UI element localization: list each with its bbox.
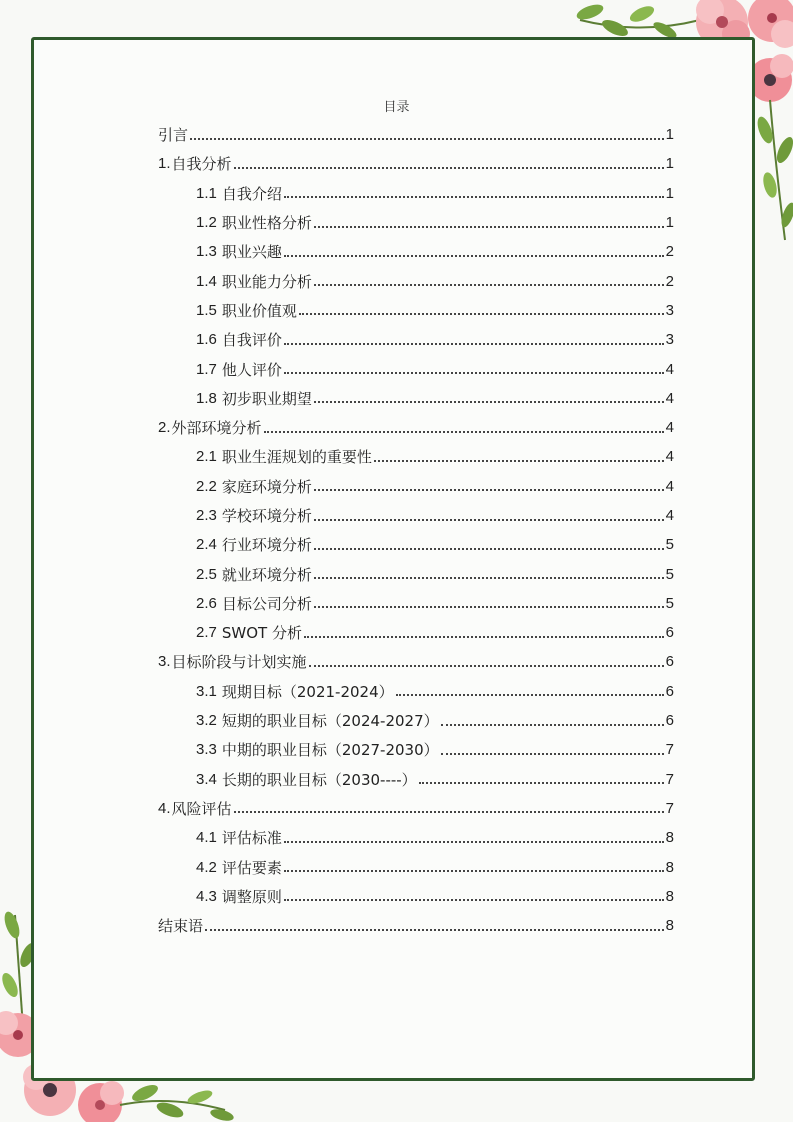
toc-entry-number: 4.1 — [196, 829, 217, 847]
toc-entry-title: 结束语 — [158, 917, 204, 936]
toc-entry[interactable] — [158, 735, 674, 764]
dot-leader — [234, 811, 664, 813]
toc-entry-number: 1.6 — [196, 331, 217, 349]
toc-entry-number: 2.3 — [196, 507, 217, 524]
toc-entry-number: 2. — [158, 419, 171, 437]
toc-entry[interactable] — [158, 618, 674, 647]
toc-entry-title: 现期目标（2021-2024） — [221, 682, 394, 701]
dot-leader — [284, 870, 664, 872]
toc-entry-page-number: 4 — [665, 507, 674, 524]
toc-entry-title: 风险评估 — [171, 799, 232, 818]
toc-entry[interactable] — [158, 559, 674, 588]
toc-entry-page-number: 1 — [665, 214, 674, 232]
toc-entry-title: 初步职业期望 — [221, 389, 312, 408]
toc-entry-page-number: 8 — [665, 858, 674, 876]
toc-entry-title: 职业兴趣 — [221, 243, 282, 262]
toc-entry-page-number: 4 — [665, 360, 674, 378]
toc-entry-title: 家庭环境分析 — [221, 477, 312, 496]
toc-entry[interactable] — [158, 354, 674, 383]
toc-entry-number: 2.6 — [196, 594, 217, 612]
toc-entry-page-number: 6 — [665, 682, 674, 700]
toc-entry[interactable] — [158, 882, 674, 911]
toc-entry[interactable] — [158, 589, 674, 618]
dot-leader — [264, 431, 664, 433]
toc-entry-number: 1.7 — [196, 360, 217, 378]
toc-entry-page-number: 5 — [665, 565, 674, 583]
dot-leader — [314, 548, 664, 550]
dot-leader — [284, 343, 664, 345]
toc-entry-number: 4.3 — [196, 887, 217, 905]
toc-entry-number: 3.3 — [196, 741, 217, 759]
toc-entry-page-number: 1 — [665, 155, 674, 173]
toc-entry-title: 长期的职业目标（2030----） — [221, 770, 417, 789]
toc-entry[interactable] — [158, 120, 674, 149]
dot-leader — [314, 284, 664, 286]
toc-entry-title: 他人评价 — [221, 360, 282, 379]
dot-leader — [299, 313, 664, 315]
toc-entry-title: 目标公司分析 — [221, 594, 312, 613]
toc-entry-page-number: 7 — [665, 799, 674, 817]
toc-entry-title: 自我分析 — [171, 155, 232, 174]
dot-leader — [374, 460, 664, 462]
toc-entry-page-number: 6 — [665, 653, 674, 671]
dot-leader — [284, 899, 664, 901]
toc-entry-page-number: 6 — [665, 624, 674, 642]
toc-entry[interactable] — [158, 765, 674, 794]
toc-entry-page-number: 4 — [665, 389, 674, 407]
dot-leader — [234, 167, 664, 169]
toc-entry-page-number: 3 — [665, 331, 674, 349]
toc-entry-title: 外部环境分析 — [171, 419, 262, 438]
dot-leader — [284, 372, 664, 374]
toc-entry[interactable] — [158, 501, 674, 530]
dot-leader — [284, 841, 664, 843]
toc-entry[interactable] — [158, 296, 674, 325]
toc-entry-title: 职业能力分析 — [221, 272, 312, 291]
toc-entry[interactable] — [158, 911, 674, 940]
toc-entry[interactable] — [158, 208, 674, 237]
toc-entry-page-number: 1 — [665, 126, 674, 144]
toc-entry-page-number: 1 — [665, 184, 674, 202]
toc-entry-page-number: 8 — [665, 887, 674, 905]
toc-entry-number: 1.5 — [196, 301, 217, 319]
toc-entry-title: 自我评价 — [221, 331, 282, 350]
toc-entry-title: 职业价值观 — [221, 301, 297, 320]
dot-leader — [284, 255, 664, 257]
toc-entry-page-number: 3 — [665, 301, 674, 319]
toc-entry[interactable] — [158, 442, 674, 471]
toc-entry-number: 2.7 — [196, 624, 217, 642]
toc-entry[interactable] — [158, 384, 674, 413]
toc-entry-number: 1. — [158, 155, 171, 173]
toc-entry[interactable] — [158, 413, 674, 442]
toc-entry-title: 自我介绍 — [221, 184, 282, 203]
dot-leader — [309, 665, 664, 667]
toc-entry-number: 1.4 — [196, 272, 217, 290]
toc-entry-number: 2.4 — [196, 536, 217, 554]
toc-entry-title: 评估标准 — [221, 829, 282, 848]
toc-entry[interactable] — [158, 677, 674, 706]
toc-entry-title: 评估要素 — [221, 858, 282, 877]
toc-entry-title: 调整原则 — [221, 887, 282, 906]
toc-entry[interactable] — [158, 325, 674, 354]
toc-entry-number: 3.1 — [196, 682, 217, 700]
toc-entry-title: SWOT 分析 — [221, 624, 302, 643]
toc-entry-number: 4. — [158, 799, 171, 817]
dot-leader — [314, 519, 664, 521]
toc-entry-page-number: 8 — [665, 829, 674, 847]
toc-entry-number: 1.1 — [196, 184, 217, 202]
toc-entry-title: 短期的职业目标（2024-2027） — [221, 712, 439, 731]
toc-entry-page-number: 5 — [665, 536, 674, 554]
toc-title: 目录 — [383, 100, 410, 115]
toc-entry-title: 职业生涯规划的重要性 — [221, 448, 372, 467]
toc-entry-number: 2.1 — [196, 448, 217, 466]
dot-leader — [314, 226, 664, 228]
dot-leader — [314, 606, 664, 608]
toc-entry-page-number: 2 — [665, 243, 674, 261]
toc-entry-title: 目标阶段与计划实施 — [171, 653, 307, 672]
toc-entry-title: 引言 — [158, 126, 189, 145]
dot-leader — [205, 929, 664, 931]
dot-leader — [304, 636, 664, 638]
toc-entry[interactable] — [158, 647, 674, 676]
toc-entry-number: 3. — [158, 653, 171, 671]
toc-entry-number: 1.3 — [196, 243, 217, 261]
toc-entry[interactable] — [158, 149, 674, 178]
dot-leader — [284, 196, 664, 198]
dot-leader — [441, 724, 664, 726]
dot-leader — [190, 138, 664, 140]
dot-leader — [441, 753, 664, 755]
toc-entry-number: 3.4 — [196, 770, 217, 788]
toc-entry-title: 就业环境分析 — [221, 565, 312, 584]
toc-entry[interactable] — [158, 472, 674, 501]
toc-entry-number: 4.2 — [196, 858, 217, 876]
toc-entry[interactable] — [158, 530, 674, 559]
toc-entry-page-number: 8 — [665, 917, 674, 935]
dot-leader — [396, 694, 664, 696]
toc-entry[interactable] — [158, 852, 674, 881]
toc-entry-number: 1.2 — [196, 214, 217, 232]
toc-entry-page-number: 7 — [665, 741, 674, 759]
toc-entry-page-number: 6 — [665, 712, 674, 730]
toc-entry-number: 2.2 — [196, 477, 217, 495]
toc-entry-page-number: 4 — [665, 419, 674, 437]
toc-entry-title: 职业性格分析 — [221, 214, 312, 233]
toc-entry-number: 3.2 — [196, 712, 217, 730]
toc-entry[interactable] — [158, 706, 674, 735]
table-of-contents — [158, 120, 674, 940]
toc-entry[interactable] — [158, 179, 674, 208]
toc-entry[interactable] — [158, 794, 674, 823]
toc-entry-title: 学校环境分析 — [221, 507, 312, 525]
toc-entry-page-number: 7 — [665, 770, 674, 788]
toc-entry-title: 行业环境分析 — [221, 536, 312, 555]
toc-entry[interactable] — [158, 237, 674, 266]
toc-entry[interactable] — [158, 266, 674, 295]
toc-entry-page-number: 4 — [665, 477, 674, 495]
toc-entry-number: 2.5 — [196, 565, 217, 583]
toc-entry-page-number: 2 — [665, 272, 674, 290]
toc-entry[interactable] — [158, 823, 674, 852]
toc-entry-number: 1.8 — [196, 389, 217, 407]
dot-leader — [314, 489, 664, 491]
dot-leader — [314, 401, 664, 403]
toc-entry-title: 中期的职业目标（2027-2030） — [221, 741, 439, 760]
dot-leader — [314, 577, 664, 579]
toc-entry-page-number: 5 — [665, 594, 674, 612]
toc-entry-page-number: 4 — [665, 448, 674, 466]
dot-leader — [419, 782, 664, 784]
